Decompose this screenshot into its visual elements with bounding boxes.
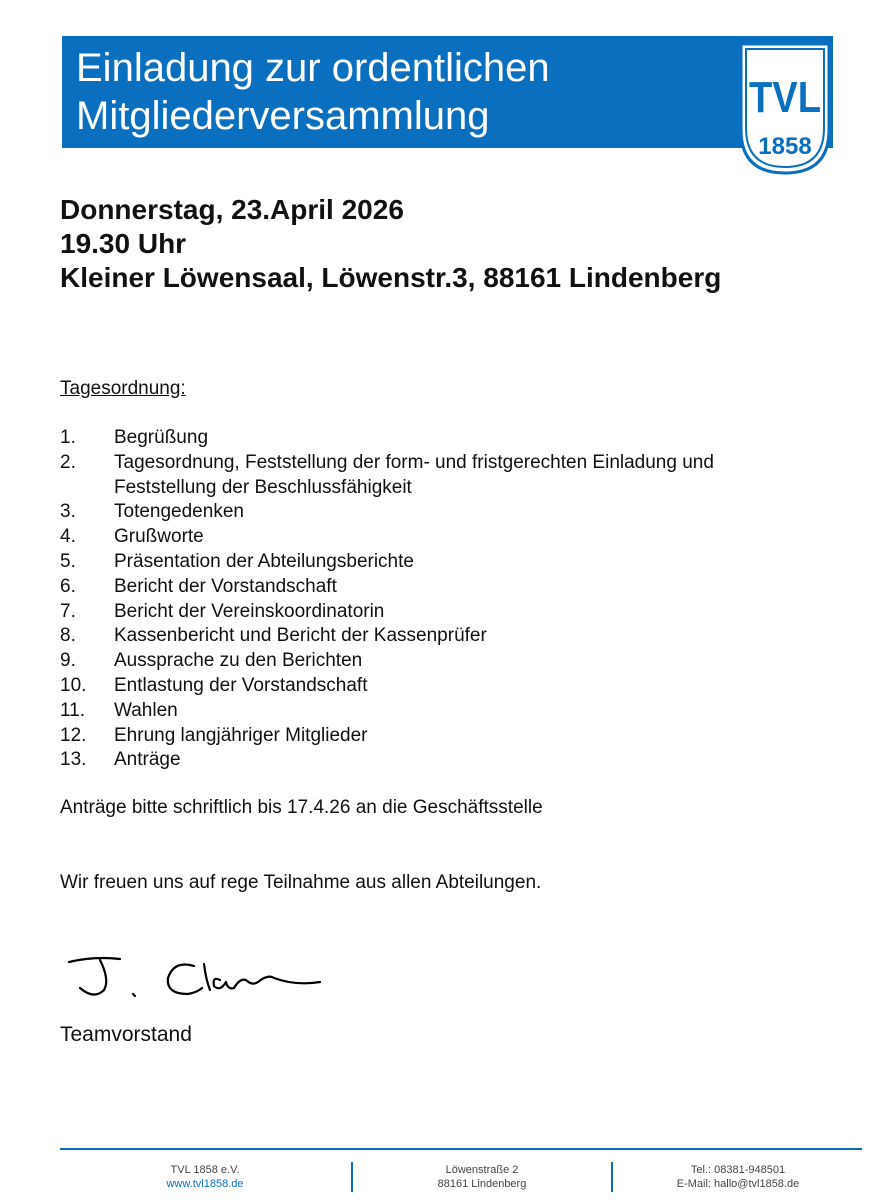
agenda-item-text: Bericht der Vereinskoordinatorin bbox=[114, 600, 385, 622]
footer-city: 88161 Lindenberg bbox=[437, 1178, 527, 1190]
agenda-item-number: 6. bbox=[60, 575, 76, 597]
agenda-item-text: Kassenbericht und Bericht der Kassenprüfer bbox=[114, 625, 487, 647]
footer-street: Löwenstraße 2 bbox=[445, 1164, 519, 1176]
agenda-item bbox=[60, 600, 820, 625]
page-title bbox=[76, 44, 550, 140]
footer-divider bbox=[60, 1148, 862, 1150]
event-time: 19.30 Uhr bbox=[60, 228, 187, 259]
footer-address bbox=[353, 1163, 611, 1191]
agenda-item-number: 3. bbox=[60, 501, 76, 523]
agenda-item bbox=[60, 624, 820, 649]
agenda-item-number: 2. bbox=[60, 451, 76, 473]
agenda-item-number: 4. bbox=[60, 526, 76, 548]
logo-year: 1858 bbox=[758, 133, 812, 160]
footer-org-name: TVL 1858 e.V. bbox=[170, 1164, 240, 1176]
agenda-item-number: 8. bbox=[60, 625, 76, 647]
agenda-item bbox=[60, 649, 820, 674]
agenda-item-number: 10. bbox=[60, 674, 87, 696]
agenda-item bbox=[60, 426, 820, 451]
agenda-item-text: Wahlen bbox=[114, 699, 178, 721]
footer-separator bbox=[611, 1162, 613, 1192]
event-date: Donnerstag, 23.April 2026 bbox=[60, 194, 404, 225]
agenda-item bbox=[60, 550, 820, 575]
closing-text: Wir freuen uns auf rege Teilnahme aus allen Abteilungen. bbox=[60, 872, 542, 893]
footer-phone: Tel.: 08381-948501 bbox=[690, 1164, 786, 1176]
title-line-2: Mitgliederversammlung bbox=[76, 94, 490, 138]
agenda-item-text: Bericht der Vorstandschaft bbox=[114, 575, 337, 597]
agenda-item bbox=[60, 500, 820, 525]
agenda-item bbox=[60, 724, 820, 749]
agenda-list bbox=[60, 426, 820, 773]
logo-text: TVL bbox=[749, 73, 821, 122]
signature bbox=[64, 950, 326, 1006]
agenda-item-text: Begrüßung bbox=[114, 427, 209, 448]
agenda-item-text: Entlastung der Vorstandschaft bbox=[114, 674, 368, 696]
website-link[interactable]: www.tvl1858.de bbox=[166, 1178, 244, 1190]
agenda-item-number: 11. bbox=[60, 699, 86, 721]
title-line-1: Einladung zur ordentlichen bbox=[76, 46, 550, 90]
footer-organization bbox=[60, 1163, 350, 1191]
agenda-item-number: 1. bbox=[60, 427, 76, 448]
agenda-item-number: 7. bbox=[60, 600, 76, 622]
header-banner bbox=[62, 36, 833, 148]
agenda-item bbox=[60, 575, 820, 600]
signer-name: Teamvorstand bbox=[60, 1023, 192, 1046]
club-logo bbox=[738, 40, 832, 176]
agenda-item-text: Anträge bbox=[114, 749, 181, 771]
agenda-item-text: Totengedenken bbox=[114, 501, 244, 523]
proposals-note: Anträge bitte schriftlich bis 17.4.26 an die Geschäftsstelle bbox=[60, 797, 543, 818]
agenda-item bbox=[60, 699, 820, 724]
agenda-item bbox=[60, 674, 820, 699]
agenda-item-number: 13. bbox=[60, 749, 87, 771]
agenda-item-number: 9. bbox=[60, 650, 76, 672]
footer-email: E-Mail: hallo@tvl1858.de bbox=[676, 1178, 800, 1190]
agenda-item-text: Präsentation der Abteilungsberichte bbox=[114, 550, 414, 572]
agenda-item-number: 12. bbox=[60, 724, 87, 746]
event-details bbox=[60, 193, 721, 295]
agenda-item bbox=[60, 451, 820, 501]
agenda-item-text: Tagesordnung, Feststellung der form- und fristgerechten Einladung und Feststellung der Beschlussfähigkeit bbox=[114, 451, 714, 498]
agenda-item-text: Ehrung langjähriger Mitglieder bbox=[114, 724, 368, 746]
agenda-item-number: 5. bbox=[60, 550, 76, 572]
agenda-item-text: Grußworte bbox=[114, 526, 204, 548]
event-location: Kleiner Löwensaal, Löwenstr.3, 88161 Lindenberg bbox=[60, 262, 722, 293]
agenda-heading: Tagesordnung: bbox=[60, 378, 186, 399]
agenda-item-text: Aussprache zu den Berichten bbox=[114, 650, 363, 672]
agenda-item bbox=[60, 525, 820, 550]
agenda-item bbox=[60, 748, 820, 773]
footer-contact bbox=[614, 1163, 862, 1191]
